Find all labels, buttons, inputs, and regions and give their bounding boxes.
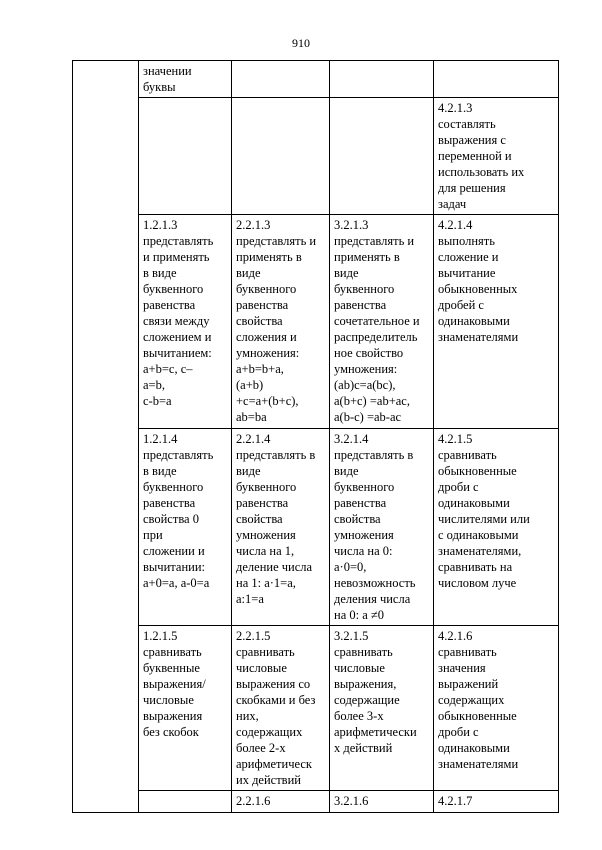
table-cell: 4.2.1.6 сравнивать значения выражений содержащих обыкновенные дроби с одинаковыми знаменателями — [434, 626, 559, 791]
table-cell: значении буквы — [139, 61, 232, 98]
table-cell: 3.2.1.6 — [330, 791, 434, 813]
table-cell — [330, 98, 434, 215]
table-cell — [330, 61, 434, 98]
table-cell: 3.2.1.3 представлять и применять в виде буквенного равенства сочетательное и распределитель ное свойство умножения: (ab)c=a(bc), a(b+c) =ab+ac, a(b-c) =ab-ac — [330, 215, 434, 429]
table-row — [73, 61, 559, 98]
table-cell: 3.2.1.5 сравнивать числовые выражения, содержащие более 3-х арифметически х действий — [330, 626, 434, 791]
table-row — [73, 215, 559, 429]
table-row — [73, 626, 559, 791]
table-cell: 3.2.1.4 представлять в виде буквенного равенства свойства умножения числа на 0: a·0=0, невозможность деления числа на 0: a ≠0 — [330, 429, 434, 626]
table-cell — [232, 98, 330, 215]
table-cell: 2.2.1.6 — [232, 791, 330, 813]
table-cell: 2.2.1.4 представлять в виде буквенного равенства свойства умножения числа на 1, деление числа на 1: a·1=a, a:1=a — [232, 429, 330, 626]
table-cell — [139, 98, 232, 215]
table-row — [73, 98, 559, 215]
table-cell — [232, 61, 330, 98]
table-cell: 4.2.1.4 выполнять сложение и вычитание обыкновенных дробей с одинаковыми знаменателями — [434, 215, 559, 429]
table-cell: 4.2.1.3 составлять выражения с переменной и использовать их для решения задач — [434, 98, 559, 215]
table-cell: 1.2.1.4 представлять в виде буквенного равенства свойства 0 при сложении и вычитании: a+0=a, a-0=a — [139, 429, 232, 626]
table-cell — [139, 791, 232, 813]
table-cell: 2.2.1.3 представлять и применять в виде буквенного равенства свойства сложения и умножения: a+b=b+a, (a+b) +c=a+(b+c), ab=ba — [232, 215, 330, 429]
table-cell: 1.2.1.3 представлять и применять в виде буквенного равенства связи между сложением и вычитанием: a+b=c, c– a=b, c-b=a — [139, 215, 232, 429]
page-number: 910 — [292, 36, 310, 50]
table-cell: 1.2.1.5 сравнивать буквенные выражения/ числовые выражения без скобок — [139, 626, 232, 791]
table-cell: 4.2.1.7 — [434, 791, 559, 813]
table-cell-left-blank — [73, 61, 139, 813]
table-cell: 2.2.1.5 сравнивать числовые выражения со скобками и без них, содержащих более 2-х арифметическ их действий — [232, 626, 330, 791]
table-cell — [434, 61, 559, 98]
table-cell: 4.2.1.5 сравнивать обыкновенные дроби с одинаковыми числителями или с одинаковыми знаменателями, сравнивать на числовом луче — [434, 429, 559, 626]
table-row — [73, 791, 559, 813]
table-row — [73, 429, 559, 626]
standards-table — [72, 60, 559, 813]
